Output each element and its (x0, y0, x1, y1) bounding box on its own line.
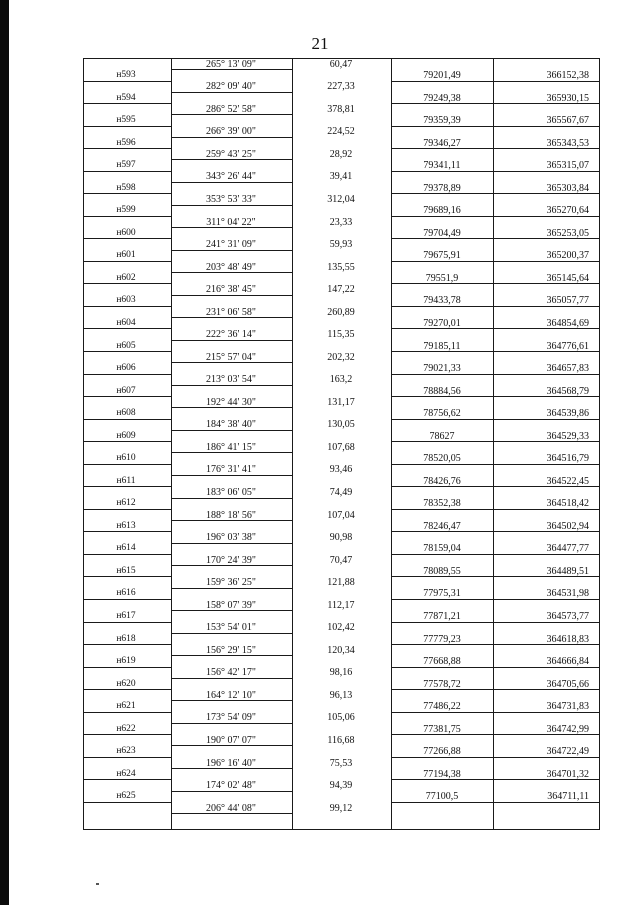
direction-angle: 353° 53' 33" (206, 194, 256, 205)
coordinate-x: 77100,5 (425, 791, 459, 803)
segment-length: 115,35 (327, 329, 355, 341)
coordinate-x: 79359,39 (423, 115, 461, 127)
point-label: н618 (116, 633, 136, 644)
point-label: н616 (116, 588, 136, 599)
coordinate-x: 77381,75 (423, 723, 461, 735)
direction-angle: 159° 36' 25" (206, 577, 256, 589)
point-label: н611 (116, 475, 136, 486)
coordinate-y: 364477,77 (546, 543, 589, 555)
direction-angle: 173° 54' 09" (206, 712, 256, 724)
direction-angle: 216° 38' 45" (206, 284, 256, 296)
coordinate-y: 364742,99 (546, 723, 589, 735)
point-label: н600 (116, 227, 136, 238)
point-label: н606 (116, 363, 136, 374)
point-row-rule (391, 667, 599, 668)
coordinate-y: 365315,07 (546, 160, 589, 172)
point-row-rule (83, 622, 171, 623)
point-row-rule (83, 667, 171, 668)
coordinate-y: 364489,51 (546, 565, 589, 577)
coordinate-y: 366152,38 (546, 70, 589, 82)
coordinate-x: 77668,88 (423, 656, 461, 668)
coordinate-y: 364518,42 (546, 498, 589, 510)
point-label: н613 (116, 520, 136, 531)
segment-row-rule (171, 250, 292, 251)
column-divider (493, 58, 494, 830)
point-label: н615 (116, 565, 136, 576)
segment-row-rule (171, 791, 292, 792)
survey-table (83, 58, 600, 830)
segment-length: 39,41 (329, 171, 353, 183)
segment-length: 94,39 (329, 780, 353, 792)
coordinate-y: 364854,69 (546, 317, 589, 329)
direction-angle: 170° 24' 39" (206, 554, 256, 566)
coordinate-y: 365253,05 (546, 227, 589, 239)
segment-length: 93,46 (329, 464, 353, 476)
segment-length: 147,22 (327, 284, 355, 296)
point-label: н612 (116, 498, 136, 509)
point-label: н603 (116, 295, 136, 306)
segment-length: 120,34 (327, 644, 355, 656)
segment-length: 98,16 (329, 667, 353, 679)
coordinate-y: 365567,67 (546, 115, 589, 127)
point-row-rule (83, 419, 171, 420)
segment-length: 75,53 (329, 757, 353, 769)
coordinate-x: 78756,62 (423, 408, 461, 420)
segment-length: 131,17 (327, 396, 355, 408)
column-divider (391, 58, 392, 830)
segment-length: 107,68 (327, 441, 355, 453)
binding-edge (0, 0, 9, 905)
segment-length: 90,98 (329, 532, 353, 544)
point-label: н604 (116, 317, 136, 328)
direction-angle: 282° 09' 40" (206, 81, 256, 93)
point-row-rule (391, 419, 599, 420)
point-label: н598 (116, 182, 136, 193)
coordinate-y: 365145,64 (546, 272, 589, 284)
coordinate-y: 365303,84 (546, 182, 589, 194)
direction-angle: 192° 44' 30" (206, 396, 256, 408)
segment-length: 99,12 (329, 802, 353, 814)
direction-angle: 206° 44' 08" (206, 802, 256, 814)
point-label: н595 (116, 115, 136, 126)
point-label: н610 (116, 453, 136, 464)
segment-length: 378,81 (327, 103, 355, 115)
coordinate-y: 364731,83 (546, 701, 589, 713)
column-divider (83, 58, 84, 830)
direction-angle: 188° 18' 56" (206, 509, 256, 521)
coordinate-x: 77779,23 (423, 633, 461, 645)
direction-angle: 196° 03' 38" (206, 532, 256, 544)
direction-angle: 176° 31' 41" (206, 464, 256, 476)
stray-mark (96, 883, 99, 885)
segment-length: 163,2 (329, 374, 353, 386)
segment-length: 260,89 (327, 306, 355, 318)
table-border-bottom (83, 829, 600, 830)
coordinate-x: 78089,55 (423, 565, 461, 577)
segment-length: 28,92 (329, 148, 353, 160)
coordinate-y: 364516,79 (546, 453, 589, 465)
coordinate-x: 77486,22 (423, 701, 461, 713)
direction-angle: 183° 06' 05" (206, 487, 256, 499)
point-label: н596 (116, 137, 136, 148)
coordinate-y: 364539,86 (546, 408, 589, 420)
point-label: н619 (116, 656, 136, 667)
coordinate-y: 364568,79 (546, 385, 589, 397)
coordinate-y: 365343,53 (546, 137, 589, 149)
direction-angle: 213° 03' 54" (206, 374, 256, 386)
coordinate-x: 79689,16 (423, 205, 461, 217)
direction-angle: 184° 38' 40" (206, 419, 256, 431)
coordinate-y: 364502,94 (546, 520, 589, 532)
direction-angle: 231° 06' 58" (206, 306, 256, 318)
segment-length: 121,88 (327, 577, 355, 589)
coordinate-y: 364776,61 (546, 340, 589, 352)
point-label: н594 (116, 92, 136, 103)
coordinate-x: 79346,27 (423, 137, 461, 149)
coordinate-x: 77266,88 (423, 746, 461, 758)
point-label: н597 (116, 160, 136, 171)
point-label: н624 (116, 768, 136, 779)
coordinate-x: 78246,47 (423, 520, 461, 532)
segment-length: 102,42 (327, 622, 355, 634)
coordinate-x: 77871,21 (423, 611, 461, 622)
coordinate-y: 364711,11 (547, 791, 589, 803)
segment-row-rule (171, 543, 292, 544)
segment-length: 202,32 (327, 351, 355, 363)
direction-angle: 241° 31' 09" (206, 239, 256, 251)
segment-length: 107,04 (327, 509, 355, 521)
coordinate-x: 79704,49 (423, 227, 461, 239)
page-number: 21 (311, 34, 329, 53)
coordinate-y: 364722,49 (546, 746, 589, 758)
segment-row-rule (171, 205, 292, 206)
coordinate-x: 79378,89 (423, 182, 461, 194)
coordinate-y: 364522,45 (546, 475, 589, 487)
direction-angle: 196° 16' 40" (206, 757, 256, 769)
coordinate-y: 365270,64 (546, 205, 589, 217)
point-label: н602 (116, 272, 136, 283)
point-label: н599 (116, 205, 136, 216)
direction-angle: 156° 42' 17" (206, 667, 256, 679)
point-label: н614 (116, 543, 136, 554)
coordinate-x: 79551,9 (425, 272, 459, 284)
point-label: н625 (116, 791, 136, 802)
direction-angle: 266° 39' 00" (206, 126, 256, 138)
coordinate-y: 365200,37 (546, 250, 589, 262)
point-row-rule (83, 81, 171, 82)
direction-angle: 158° 07' 39" (206, 599, 256, 611)
segment-length: 135,55 (327, 261, 355, 273)
segment-length: 60,47 (329, 58, 353, 70)
coordinate-x: 79675,91 (423, 250, 461, 262)
segment-length: 116,68 (327, 734, 355, 746)
coordinate-x: 79185,11 (423, 340, 461, 352)
segment-length: 59,93 (329, 239, 353, 251)
direction-angle: 153° 54' 01" (206, 622, 256, 634)
coordinate-x: 78520,05 (423, 453, 461, 465)
coordinate-y: 365930,15 (546, 92, 589, 104)
segment-length: 227,33 (327, 81, 355, 93)
coordinate-y: 364701,32 (546, 768, 589, 780)
direction-angle: 222° 36' 14" (206, 329, 256, 341)
coordinate-x: 79201,49 (423, 70, 461, 82)
direction-angle: 265° 13' 09" (206, 58, 256, 70)
segment-length: 74,49 (329, 487, 353, 499)
coordinate-x: 78426,76 (423, 475, 461, 487)
point-label: н607 (116, 385, 136, 396)
direction-angle: 174° 02' 48" (206, 780, 256, 792)
coordinate-x: 79021,33 (423, 363, 461, 375)
point-row-rule (391, 622, 599, 623)
segment-length: 130,05 (327, 419, 355, 431)
point-row-rule (83, 126, 171, 127)
coordinate-x: 78627 (429, 430, 455, 442)
coordinate-x: 77578,72 (423, 678, 461, 690)
direction-angle: 203° 48' 49" (206, 261, 256, 273)
point-label: н609 (116, 430, 136, 441)
segment-length: 224,52 (327, 126, 355, 138)
point-label: н605 (116, 340, 136, 351)
coordinate-y: 364573,77 (546, 611, 589, 622)
point-label: н623 (116, 746, 136, 757)
segment-length: 312,04 (327, 194, 355, 205)
coordinate-x: 78352,38 (423, 498, 461, 510)
coordinate-x: 79249,38 (423, 92, 461, 104)
direction-angle: 343° 26' 44" (206, 171, 256, 183)
coordinate-y: 364705,66 (546, 678, 589, 690)
segment-length: 96,13 (329, 689, 353, 701)
coordinate-y: 365057,77 (546, 295, 589, 307)
segment-length: 70,47 (329, 554, 353, 566)
direction-angle: 164° 12' 10" (206, 689, 256, 701)
point-label: н608 (116, 408, 136, 419)
direction-angle: 186° 41' 15" (206, 441, 256, 453)
point-label: н617 (116, 611, 136, 621)
point-label: н621 (116, 701, 136, 712)
point-row-rule (391, 374, 599, 375)
coordinate-y: 364666,84 (546, 656, 589, 668)
coordinate-x: 79270,01 (423, 317, 461, 329)
coordinate-y: 364657,83 (546, 363, 589, 375)
direction-angle: 190° 07' 07" (206, 734, 256, 746)
coordinate-x: 78159,04 (423, 543, 461, 555)
direction-angle: 286° 52' 58" (206, 103, 256, 115)
column-divider (599, 58, 600, 830)
segment-length: 105,06 (327, 712, 355, 724)
segment-length: 112,17 (327, 599, 355, 611)
segment-length: 23,33 (329, 216, 353, 228)
point-label: н622 (116, 723, 136, 734)
segment-row-rule (171, 498, 292, 499)
coordinate-y: 364529,33 (546, 430, 589, 442)
coordinate-x: 79341,11 (423, 160, 461, 172)
direction-angle: 259° 43' 25" (206, 148, 256, 160)
point-row-rule (391, 126, 599, 127)
coordinate-y: 364618,83 (546, 633, 589, 645)
coordinate-y: 364531,98 (546, 588, 589, 600)
direction-angle: 311° 04' 22" (206, 216, 256, 228)
point-label: н620 (116, 678, 136, 689)
direction-angle: 215° 57' 04" (206, 351, 256, 363)
coordinate-x: 77194,38 (423, 768, 461, 780)
point-label: н601 (116, 250, 136, 261)
point-row-rule (83, 374, 171, 375)
point-row-rule (391, 81, 599, 82)
coordinate-x: 77975,31 (423, 588, 461, 600)
point-label: н593 (116, 70, 136, 81)
coordinate-x: 78884,56 (423, 385, 461, 397)
direction-angle: 156° 29' 15" (206, 644, 256, 656)
coordinate-x: 79433,78 (423, 295, 461, 307)
